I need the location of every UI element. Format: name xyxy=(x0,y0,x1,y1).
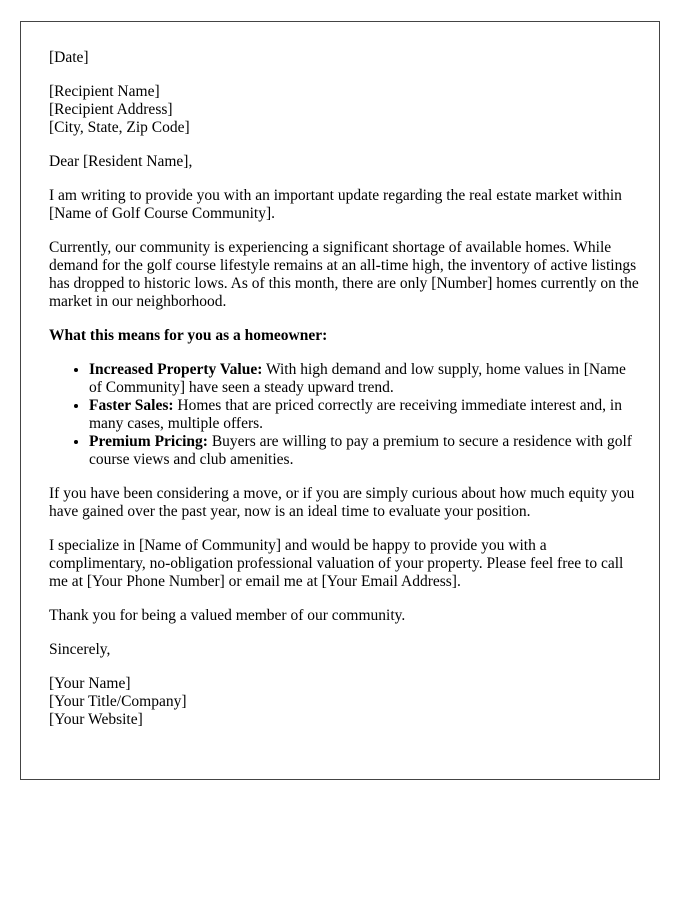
recipient-city-state-zip: [City, State, Zip Code] xyxy=(49,119,190,136)
sender-website: [Your Website] xyxy=(49,711,143,728)
sender-name: [Your Name] xyxy=(49,675,131,692)
benefit-text: With high demand and low supply, home values in [Name of Community] have seen a steady upward trend. xyxy=(89,361,626,396)
letter-body xyxy=(49,49,639,745)
benefits-list xyxy=(49,361,639,469)
benefit-item xyxy=(89,361,639,397)
thank-you-paragraph: Thank you for being a valued member of our community. xyxy=(49,607,406,624)
benefit-item xyxy=(89,433,639,469)
consider-move-paragraph: If you have been considering a move, or if you are simply curious about how much equity you have gained over the past year, now is an ideal time to evaluate your position. xyxy=(49,485,635,520)
letter-date: [Date] xyxy=(49,49,89,66)
benefit-text: Buyers are willing to pay a premium to secure a residence with golf course views and club amenities. xyxy=(89,433,632,468)
recipient-name: [Recipient Name] xyxy=(49,83,160,100)
benefit-title: Premium Pricing: xyxy=(89,433,208,450)
valuation-offer-paragraph: I specialize in [Name of Community] and would be happy to provide you with a complimentary, no-obligation professional valuation of your property. Please feel free to call me at [Your Phone Number] or email me at [Your Email Address]. xyxy=(49,537,624,590)
market-paragraph: Currently, our community is experiencing a significant shortage of available homes. While demand for the golf course lifestyle remains at an all-time high, the inventory of active listings has dropped to historic lows. As of this month, there are only [Number] homes currently on the market in our neighborhood. xyxy=(49,239,639,310)
benefit-title: Faster Sales: xyxy=(89,397,174,414)
benefit-title: Increased Property Value: xyxy=(89,361,263,378)
section-heading: What this means for you as a homeowner: xyxy=(49,327,328,344)
benefit-item xyxy=(89,397,639,433)
benefit-text: Homes that are priced correctly are receiving immediate interest and, in many cases, multiple offers. xyxy=(89,397,622,432)
recipient-block xyxy=(49,83,639,137)
letter-page xyxy=(20,21,660,780)
salutation: Dear [Resident Name], xyxy=(49,153,193,170)
signoff: Sincerely, xyxy=(49,641,111,658)
recipient-address: [Recipient Address] xyxy=(49,101,173,118)
sender-title-company: [Your Title/Company] xyxy=(49,693,187,710)
signature-block xyxy=(49,675,639,729)
intro-paragraph: I am writing to provide you with an important update regarding the real estate market within [Name of Golf Course Community]. xyxy=(49,187,622,222)
